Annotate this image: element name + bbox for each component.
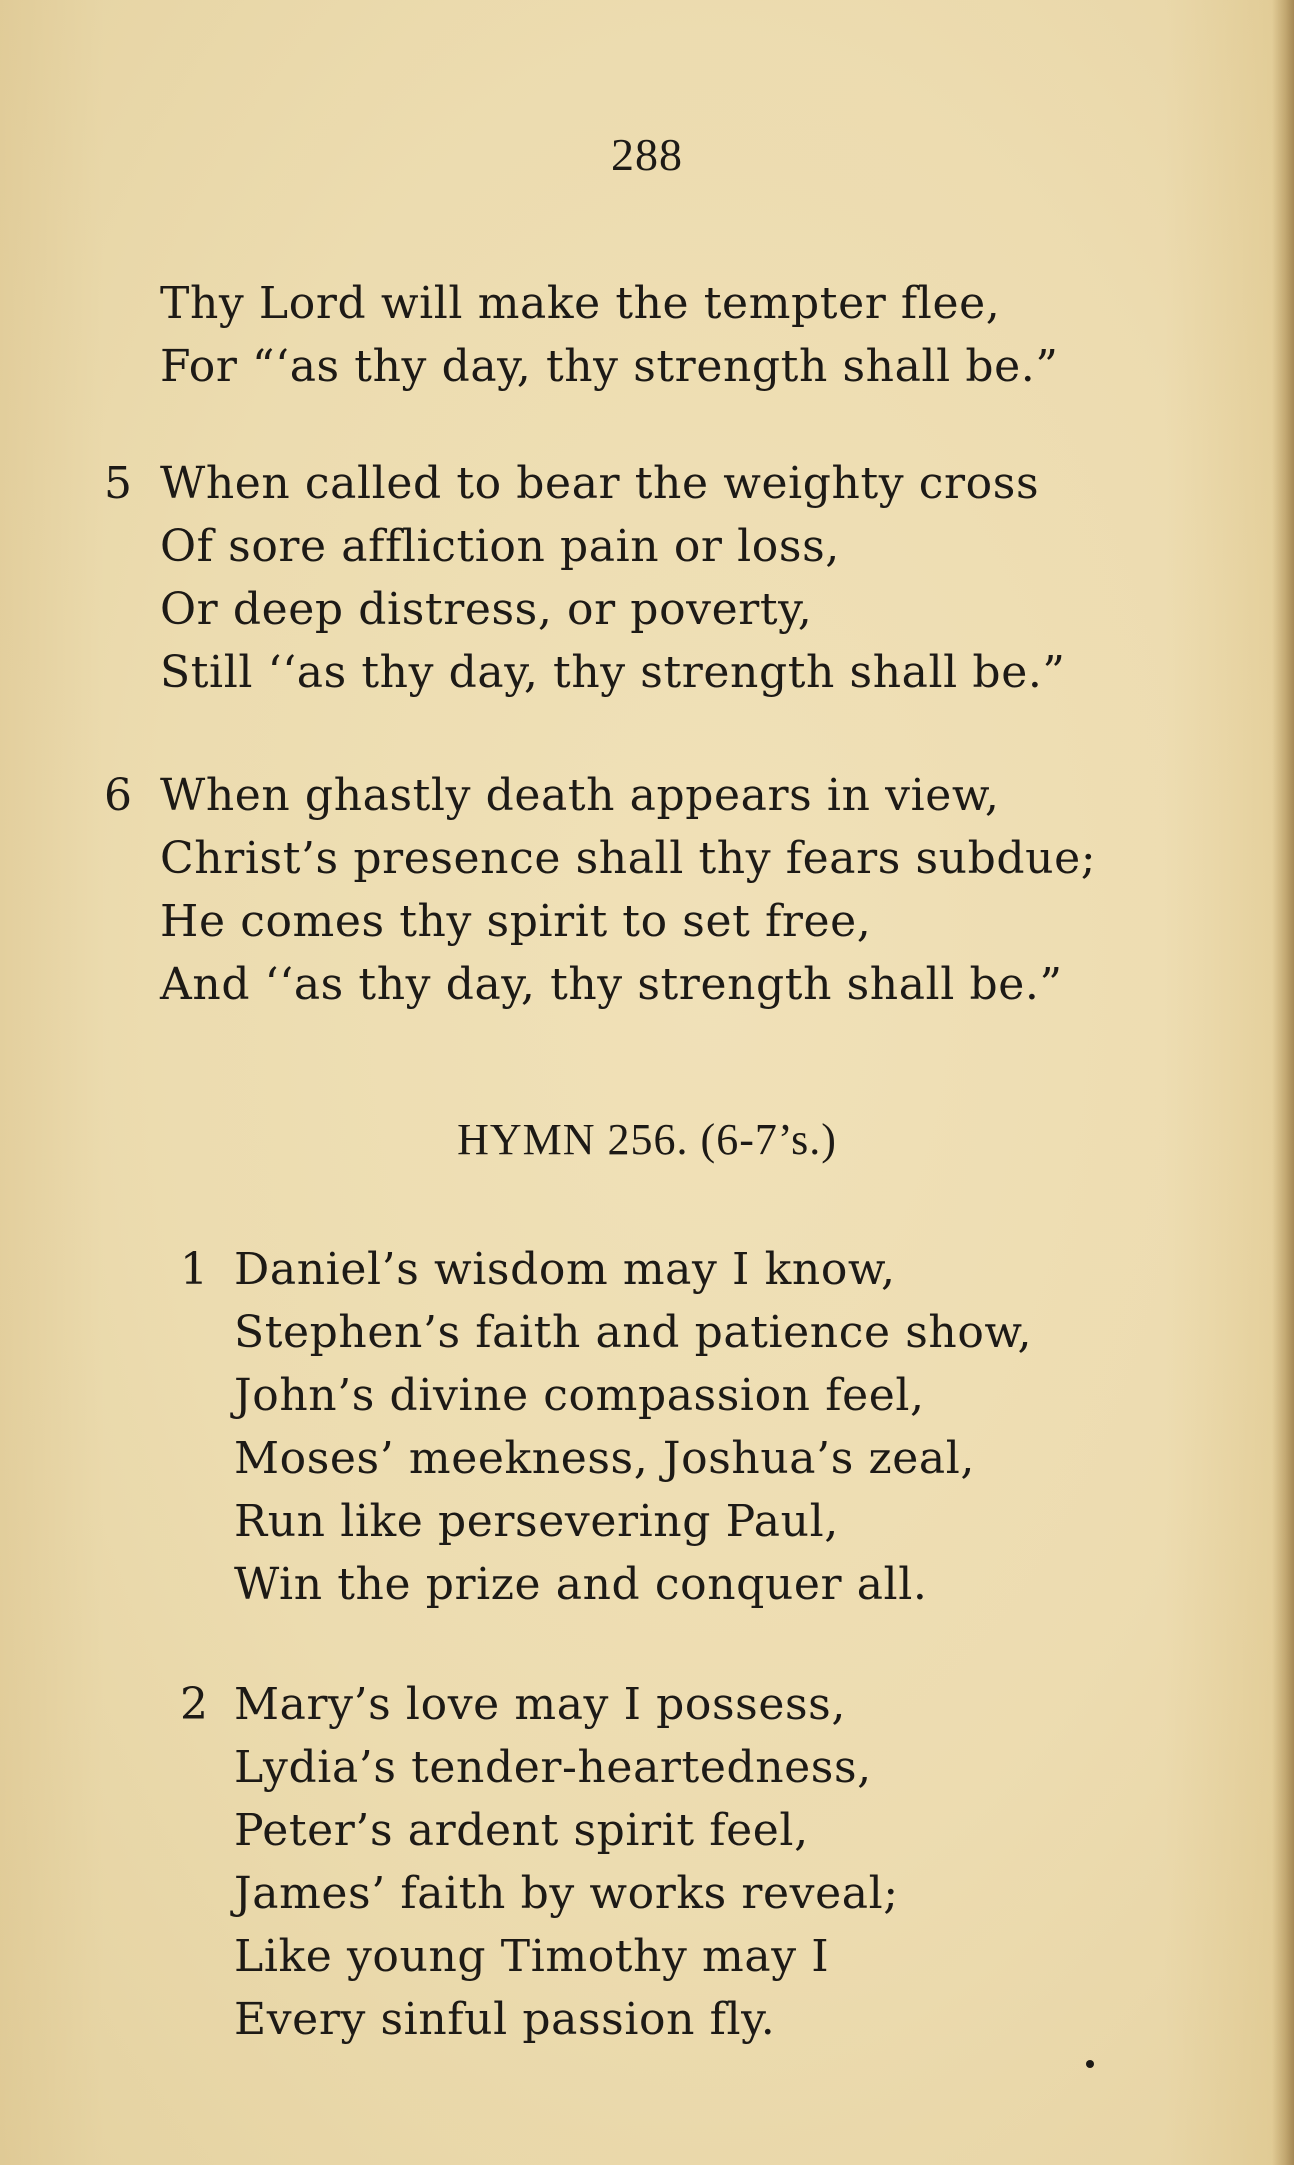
verse-line: And ‘‘as thy day, thy strength shall be.” [160, 959, 1063, 1010]
hymn-verse-2 [180, 1673, 899, 2051]
page-edge-shadow [1272, 0, 1294, 2165]
stanza-5 [104, 452, 1066, 704]
verse-line: James’ faith by works reveal; [234, 1868, 899, 1919]
verse-line: Thy Lord will make the tempter flee, [160, 278, 1001, 329]
verse-line: Run like persevering Paul, [234, 1496, 839, 1547]
verse-line: Stephen’s faith and patience show, [234, 1307, 1033, 1358]
stanza-continuation [160, 272, 1058, 398]
verse-line: Like young Timothy may I [234, 1931, 830, 1982]
verse-line: Daniel’s wisdom may I know, [234, 1244, 896, 1295]
ink-speck [1086, 2060, 1094, 2068]
verse-line: He comes thy spirit to set free, [160, 896, 872, 947]
verse-line: When ghastly death appears in view, [160, 770, 1000, 821]
verse-line: Win the prize and conquer all. [234, 1559, 928, 1610]
verse-line: Still ‘‘as thy day, thy strength shall be.” [160, 647, 1066, 698]
verse-line: For “‘as thy day, thy strength shall be.” [160, 341, 1059, 392]
stanza-number: 6 [104, 770, 132, 821]
hymn-verse-1 [180, 1238, 1033, 1616]
verse-line: Every sinful passion fly. [234, 1994, 776, 2045]
verse-line: Mary’s love may I possess, [234, 1679, 846, 1730]
verse-line: Lydia’s tender-heartedness, [234, 1742, 872, 1793]
verse-line: When called to bear the weighty cross [160, 458, 1040, 509]
verse-line: John’s divine compassion feel, [234, 1370, 925, 1421]
stanza-number: 5 [104, 458, 132, 509]
stanza-6 [104, 764, 1097, 1016]
verse-number: 2 [180, 1679, 208, 1730]
verse-line: Peter’s ardent spirit feel, [234, 1805, 809, 1856]
verse-line: Moses’ meekness, Joshua’s zeal, [234, 1433, 975, 1484]
page-number: 288 [611, 129, 683, 180]
verse-line: Or deep distress, or poverty, [160, 584, 813, 635]
verse-line: Christ’s presence shall thy fears subdue; [160, 833, 1097, 884]
hymn-heading: HYMN 256. (6-7’s.) [457, 1115, 837, 1164]
verse-number: 1 [180, 1244, 208, 1295]
verse-line: Of sore affliction pain or loss, [160, 521, 840, 572]
